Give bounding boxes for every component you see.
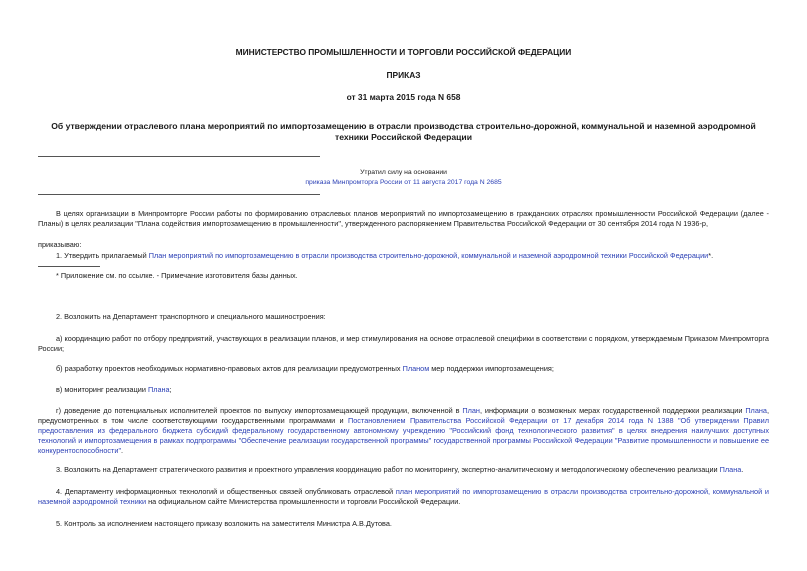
item-2a: а) координацию работ по отбору предприятий, участвующих в реализации планов, и мер стимулирования на основе отраслевой специфики в соответствии с порядком, утверждаемым Приказом Минпромторга России; <box>38 334 769 353</box>
plan-link-2c[interactable]: Плана <box>147 385 170 394</box>
item-4 <box>38 487 769 507</box>
divider-top <box>38 156 320 157</box>
item-3-text: 3. Возложить на Департамент стратегического развития и проектного управления координацию работ по мониторингу, экспертно-аналитическому и методологическому обеспечению реализации <box>56 465 720 474</box>
plan-link-3[interactable]: Плана <box>719 465 742 474</box>
item-2d <box>38 406 769 456</box>
void-note-link[interactable]: приказа Минпромторга России от 11 августа 2017 года N 2685 <box>305 179 502 186</box>
intro-paragraph: В целях организации в Минпромторге России работы по формированию отраслевых планов мероприятий по импортозамещению в гражданских отраслях промышленности Российской Федерации (далее - Планы) в целях реализации "Плана содействия импортозамещению в промышленности", утвержденного распоряжением Правительства Российской Федерации от 30 сентября 2014 года N 1936-р, <box>38 209 769 228</box>
order-heading: ПРИКАЗ <box>386 70 421 80</box>
item-2c <box>38 385 769 395</box>
item-2c-text: в) мониторинг реализации <box>56 385 148 394</box>
item-2: 2. Возложить на Департамент транспортного и специального машиностроения: <box>56 312 326 321</box>
plan-link-2d-2[interactable]: Плана <box>745 406 767 415</box>
footnote: * Приложение см. по ссылке. - Примечание изготовителя базы данных. <box>56 271 298 280</box>
void-note <box>38 168 769 188</box>
item-2b-text: б) разработку проектов необходимых нормативно-правовых актов для реализации предусмотренных <box>56 364 403 373</box>
void-note-text: Утратил силу на основании <box>360 169 447 176</box>
item-5: 5. Контроль за исполнением настоящего приказу возложить на заместителя Министра А.В.Дутова. <box>56 519 392 528</box>
item-1 <box>38 251 769 261</box>
item-4-text: 4. Департаменту информационных технологий и общественных связей опубликовать отраслевой <box>56 487 396 496</box>
plan-link-4[interactable]: план мероприятий по импортозамещению в отрасли производства строительно-дорожной, коммунальной и наземной аэродромной техники <box>38 487 769 506</box>
ministry-heading: МИНИСТЕРСТВО ПРОМЫШЛЕННОСТИ И ТОРГОВЛИ РОССИЙСКОЙ ФЕДЕРАЦИИ <box>235 47 572 57</box>
resolution-link[interactable]: Постановлением Правительства Российской Федерации от 17 декабря 2014 года N 1388 "Об утверждении Правил предоставления из федерального бюджета субсидий федеральному государственному автономному учреждению "Российский фонд технологического развития" в целях внедрения наилучших доступных технологий и импортозамещения в рамках подпрограммы "Обеспечение реализации государственной программы" государственной программы Российской Федерации "Развитие промышленности и повышение ее конкурентоспособности" <box>38 416 769 455</box>
item-2d-text-3: , предусмотренных в том числе соответствующими государственными программами и <box>38 406 769 425</box>
item-2d-suffix: . <box>121 446 124 455</box>
footnote-divider <box>38 266 100 267</box>
item-2d-text-2: , информации о возможных мерах государственной поддержки реализации <box>479 406 746 415</box>
item-1-suffix: *. <box>708 251 714 260</box>
item-4-suffix: на официальном сайте Министерства промышленности и торговли Российской Федерации. <box>146 497 461 506</box>
item-2c-suffix: ; <box>169 385 172 394</box>
order-word: приказываю: <box>38 240 82 249</box>
plan-link[interactable]: План мероприятий по импортозамещению в отрасли производства строительно-дорожной, коммунальной и наземной аэродромной техники Российской Федерации <box>148 251 709 260</box>
plan-link-2d-1[interactable]: План <box>462 406 480 415</box>
item-3 <box>38 465 769 475</box>
item-2b-suffix: мер поддержки импортозамещения; <box>429 364 554 373</box>
plan-link-2b[interactable]: Планом <box>402 364 430 373</box>
divider-bottom <box>38 194 320 195</box>
item-1-text: 1. Утвердить прилагаемый <box>56 251 149 260</box>
item-3-suffix: . <box>741 465 744 474</box>
document-title: Об утверждении отраслевого плана мероприятий по импортозамещению в отрасли производства строительно-дорожной, коммунальной и наземной аэродромной техники Российской Федерации <box>51 121 756 142</box>
order-date: от 31 марта 2015 года N 658 <box>346 92 461 102</box>
item-2d-text-1: г) доведение до потенциальных исполнителей проектов по выпуску импортозамещающей продукции, включенной в <box>56 406 463 415</box>
item-2b <box>38 364 769 374</box>
